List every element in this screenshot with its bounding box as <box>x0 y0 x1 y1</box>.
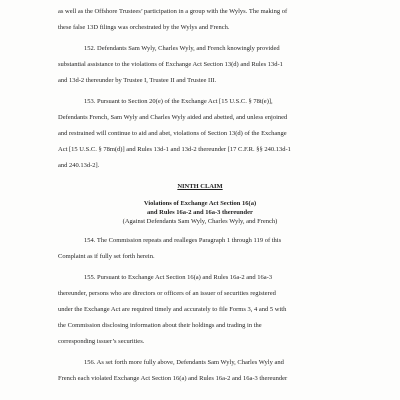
text-line: Complaint as if fully set forth herein. <box>58 253 155 260</box>
text-line: Defendants French, Sam Wyly and Charles Wyly aided and abetted, and unless enjoined <box>58 114 288 121</box>
text-line: and 13d-2 thereunder by Trustee I, Trustee II and Trustee III. <box>58 77 217 84</box>
claim-subtitle: (Against Defendants Sam Wyly, Charles Wyly, and French) <box>122 218 278 225</box>
paragraph-156-start: 156. As set forth more fully above, Defendants Sam Wyly, Charles Wyly and <box>84 359 284 366</box>
paragraph-154-start: 154. The Commission repeats and realleges Paragraph 1 through 119 of this <box>84 237 282 244</box>
paragraph-155-start: 155. Pursuant to Exchange Act Section 16(a) and Rules 16a-2 and 16a-3 <box>84 274 273 281</box>
text-line: and restrained will continue to aid and abet, violations of Section 13(d) of the Exchange <box>58 130 287 137</box>
text-line: as well as the Offshore Trustees’ participation in a group with the Wylys. The making of <box>58 8 288 15</box>
text-line: Act [15 U.S.C. § 78m(d)] and Rules 13d-1 and 13d-2 thereunder [17 C.F.R. §§ 240.13d-1 <box>58 146 291 153</box>
claim-heading: NINTH CLAIM <box>177 183 223 190</box>
paragraph-153-start: 153. Pursuant to Section 20(e) of the Exchange Act [15 U.S.C. § 78t(e)], <box>84 98 273 105</box>
claim-title-1: Violations of Exchange Act Section 16(a) <box>143 200 257 207</box>
claim-title-2: and Rules 16a-2 and 16a-3 thereunder <box>147 209 253 216</box>
text-line: corresponding issuer’s securities. <box>58 338 145 345</box>
text-line: under the Exchange Act are required timely and accurately to file Forms 3, 4 and 5 with <box>58 306 287 313</box>
paragraph-152-start: 152. Defendants Sam Wyly, Charles Wyly, and French knowingly provided <box>84 45 280 52</box>
text-line: and 240.13d-2]. <box>58 162 100 169</box>
text-line: French each violated Exchange Act Section 16(a) and Rules 16a-2 and 16a-3 thereunder <box>58 375 288 382</box>
text-line: these false 13D filings was orchestrated by the Wylys and French. <box>58 24 230 31</box>
text-line: the Commission disclosing information about their holdings and trading in the <box>58 322 262 329</box>
text-line: thereunder, persons who are directors or officers of an issuer of securities registered <box>58 290 276 297</box>
text-line: substantial assistance to the violations of Exchange Act Section 13(d) and Rules 13d-1 <box>58 61 283 68</box>
